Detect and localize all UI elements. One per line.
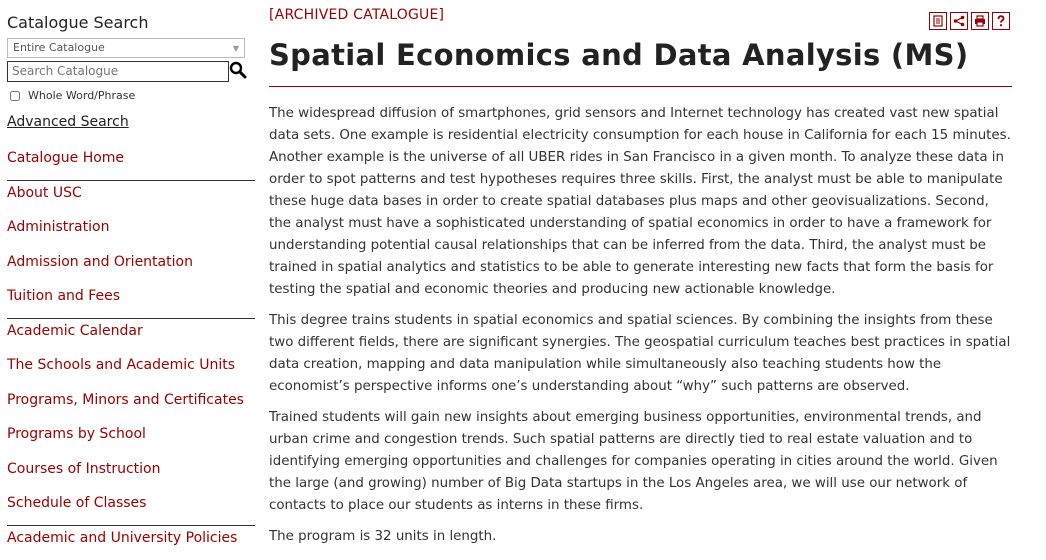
print-icon[interactable] bbox=[971, 12, 989, 30]
nav-schedule-of-classes[interactable]: Schedule of Classes bbox=[7, 491, 255, 526]
catalogue-select-value: Entire Catalogue bbox=[13, 41, 105, 54]
program-description-paragraph-2: This degree trains students in spatial economics and spatial sciences. By combining the insights from these two different fields, there are significant synergies. The geospatial curriculum teaches best practices in spatial data creation, mapping and data manipulation while simultaneously also teaching students how the economist’s perspective informs one’s understanding about “why” such patterns are observed. bbox=[269, 310, 1012, 398]
sidebar bbox=[7, 0, 255, 560]
nav-academic-university-policies[interactable]: Academic and University Policies bbox=[7, 526, 255, 560]
whole-word-label: Whole Word/Phrase bbox=[28, 89, 135, 103]
chevron-down-icon: ▼ bbox=[233, 40, 239, 58]
nav-academic-calendar[interactable]: Academic Calendar bbox=[7, 319, 255, 354]
nav-administration[interactable]: Administration bbox=[7, 215, 255, 250]
nav-about-usc[interactable]: About USC bbox=[7, 181, 255, 216]
main-content bbox=[269, 0, 1012, 548]
share-icon[interactable] bbox=[950, 12, 968, 30]
nav-programs-minors-certificates[interactable]: Programs, Minors and Certificates bbox=[7, 388, 255, 423]
sidebar-nav bbox=[7, 146, 255, 560]
nav-tuition-fees[interactable]: Tuition and Fees bbox=[7, 284, 255, 319]
catalogue-select[interactable] bbox=[7, 38, 245, 58]
program-units-paragraph: The program is 32 units in length. bbox=[269, 526, 1012, 548]
document-icon[interactable] bbox=[929, 12, 947, 30]
search-row bbox=[7, 60, 247, 81]
whole-word-row bbox=[7, 89, 255, 103]
nav-programs-by-school[interactable]: Programs by School bbox=[7, 422, 255, 457]
title-divider bbox=[269, 86, 1012, 87]
advanced-search-link[interactable]: Advanced Search bbox=[7, 112, 255, 132]
archived-label: [ARCHIVED CATALOGUE] bbox=[269, 6, 1012, 24]
whole-word-checkbox[interactable] bbox=[10, 91, 20, 101]
nav-courses-of-instruction[interactable]: Courses of Instruction bbox=[7, 457, 255, 492]
search-icon[interactable] bbox=[229, 61, 247, 79]
help-icon[interactable] bbox=[992, 12, 1010, 30]
nav-schools-academic-units[interactable]: The Schools and Academic Units bbox=[7, 353, 255, 388]
program-description-paragraph-1: The widespread diffusion of smartphones, grid sensors and Internet technology has created vast new spatial data sets. One example is residential electricity consumption for each house in California for each 15 minutes. Another example is the universe of all UBER rides in San Francisco in a given month. To analyze these data in order to spot patterns and test hypotheses requires three skills. First, the analyst must be able to manipulate these huge data bases in order to create spatial databases plus maps and other geovisualizations. Second, the analyst must have a sophisticated understanding of spatial economics in order to have a framework for understanding potential causal relationships that can be inferred from the data. Third, the analyst must be trained in spatial analytics and statistics to be able to generate interesting new facts that form the basis for testing the spatial and economic theories and producing new actionable knowledge. bbox=[269, 103, 1012, 301]
search-input[interactable] bbox=[7, 61, 229, 82]
page-toolbar bbox=[929, 12, 1010, 30]
nav-catalogue-home[interactable]: Catalogue Home bbox=[7, 146, 255, 181]
page-title: Spatial Economics and Data Analysis (MS) bbox=[269, 36, 1012, 74]
nav-admission-orientation[interactable]: Admission and Orientation bbox=[7, 250, 255, 285]
catalogue-search-title: Catalogue Search bbox=[7, 12, 255, 34]
program-description-paragraph-3: Trained students will gain new insights about emerging business opportunities, environmental trends, and urban crime and congestion trends. Such spatial patterns are directly tied to real estate valuation and to identifying emerging opportunities and challenges for companies operating in cities around the world. Given the large (and growing) number of Big Data startups in the Los Angeles area, we will use our network of contacts to place our students as interns in these firms. bbox=[269, 407, 1012, 517]
